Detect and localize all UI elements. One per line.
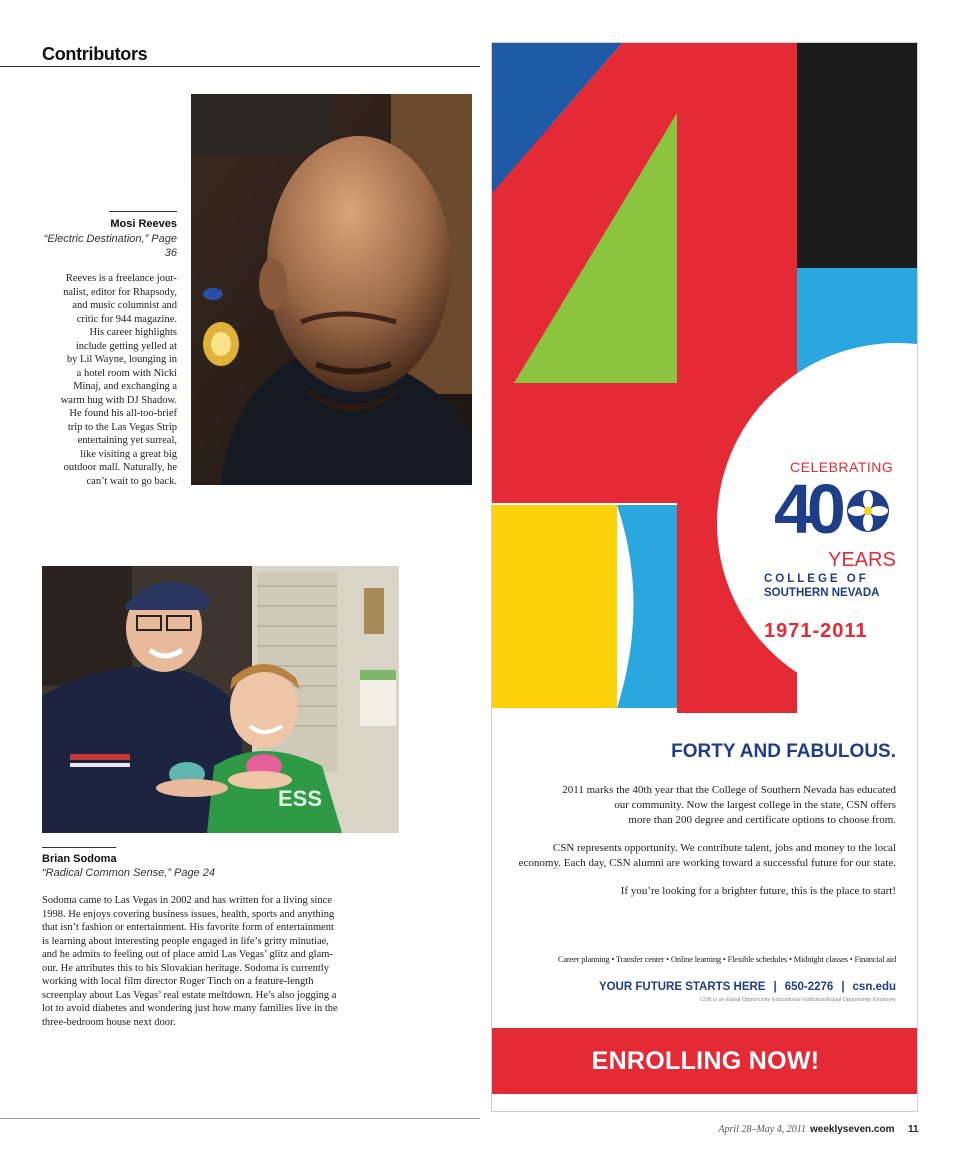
csn-advertisement[interactable] bbox=[491, 42, 918, 1112]
separator: | bbox=[841, 981, 845, 993]
bio-line: our. He attributes this to his Slovakian heritage. Sodoma is currently bbox=[42, 962, 329, 974]
years-label: YEARS bbox=[828, 549, 896, 571]
enrolling-now-banner[interactable]: ENROLLING NOW! bbox=[492, 1028, 918, 1094]
bio-line: that isn’t fashion or entertainment. His favorite form of entertainment bbox=[42, 922, 334, 933]
contributor-credit: “Radical Common Sense,” Page 24 bbox=[42, 867, 216, 879]
bio-line: like visiting a great big bbox=[80, 448, 177, 460]
ad-phone-link[interactable]: 650-2276 bbox=[784, 981, 834, 993]
college-line-1: COLLEGE OF bbox=[764, 573, 869, 585]
forty-numeral: 40 bbox=[774, 470, 840, 548]
section-title: Contributors bbox=[42, 44, 148, 64]
bio-line: trip to the Las Vegas Strip bbox=[67, 421, 177, 433]
bio-line: nalist, editor for Rhapsody, bbox=[63, 286, 177, 298]
bio-line: by Lil Wayne, lounging in bbox=[66, 354, 177, 365]
bio-line: is learning about interesting people engaged in life’s gritty minutiae, bbox=[42, 935, 329, 947]
contributor-photo-reeves bbox=[191, 94, 472, 485]
bio-line: three-bedroom house next door. bbox=[42, 1016, 176, 1028]
ad-body-line: our community. Now the largest college in the state, CSN offers bbox=[614, 799, 896, 811]
college-line-2: SOUTHERN NEVADA bbox=[764, 587, 880, 599]
ad-body-line: economy. Each day, CSN alumni are working toward a successful future for our state. bbox=[518, 857, 896, 869]
contributor-name: Brian Sodoma bbox=[42, 853, 117, 865]
footer-rule bbox=[0, 1118, 480, 1119]
bio-line: can’t wait to go back. bbox=[86, 475, 177, 487]
separator: | bbox=[773, 981, 777, 993]
contributor-bio bbox=[42, 894, 392, 1029]
bio-line: a hotel room with Nicki bbox=[76, 367, 177, 379]
site-url: weeklyseven.com bbox=[810, 1124, 895, 1135]
celebrating-label: CELEBRATING bbox=[790, 459, 894, 475]
ad-body-line: 2011 marks the 40th year that the College of Southern Nevada has educated bbox=[562, 784, 896, 796]
bio-line: He found his all-too-brief bbox=[69, 408, 177, 419]
ad-tagline: YOUR FUTURE STARTS HERE bbox=[598, 981, 766, 993]
bio-divider bbox=[42, 847, 116, 848]
bio-line: warm hug with DJ Shadow. bbox=[60, 394, 177, 406]
bio-line: Reeves is a freelance jour- bbox=[65, 273, 177, 284]
ad-body-paragraph bbox=[502, 783, 896, 828]
anniversary-years: 1971-2011 bbox=[764, 620, 868, 642]
ad-body-paragraph: If you’re looking for a brighter future, this is the place to start! bbox=[620, 885, 896, 897]
bio-line: Sodoma came to Las Vegas in 2002 and has written for a living since bbox=[42, 895, 332, 906]
bio-line: and he admits to feeling out of place amid Las Vegas’ glitz and glam- bbox=[42, 949, 333, 960]
ad-cta-row[interactable] bbox=[502, 981, 896, 993]
contributor-photo-sodoma bbox=[42, 566, 399, 833]
bio-line: critic for 944 magazine. bbox=[76, 313, 177, 325]
issue-date: April 28–May 4, 2011 bbox=[718, 1124, 806, 1135]
bio-line: His career highlights bbox=[89, 327, 177, 338]
bio-divider bbox=[109, 211, 177, 212]
bio-line: lot to avoid diabetes and wondering just how many families live in the bbox=[42, 1003, 338, 1014]
flower-icon bbox=[846, 489, 890, 533]
ad-forty-graphic bbox=[492, 43, 918, 713]
page-number: 11 bbox=[908, 1124, 919, 1135]
bio-line: include getting yelled at bbox=[75, 340, 177, 352]
ad-disclaimer: CSN is an Equal Opportunity Educational Institution/Equal Opportunity Employer bbox=[700, 997, 896, 1003]
ad-body-paragraph bbox=[502, 841, 896, 871]
bio-line: outdoor mall. Naturally, he bbox=[63, 462, 177, 473]
contributor-credit: “Electric Destination,” Page 36 bbox=[43, 233, 177, 259]
bio-line: Minaj, and exchanging a bbox=[73, 381, 177, 392]
ad-url-link[interactable]: csn.edu bbox=[852, 981, 896, 993]
contributor-bio bbox=[40, 272, 177, 488]
ad-services-list: Career planning • Transfer center • Online learning • Flexible schedules • Midnight classes • Financial aid bbox=[557, 954, 896, 964]
bio-line: entertaining yet surreal, bbox=[77, 435, 177, 446]
bio-line: 1998. He enjoys covering business issues, health, sports and anything bbox=[42, 908, 335, 920]
bio-line: and music columnist and bbox=[72, 300, 177, 311]
bio-line: working with local film director Roger Tinch on a feature-length bbox=[42, 976, 314, 987]
ad-body-line: CSN represents opportunity. We contribute talent, jobs and money to the local bbox=[552, 842, 896, 854]
svg-text:ESS: ESS bbox=[278, 786, 323, 811]
contributor-name: Mosi Reeves bbox=[110, 218, 177, 230]
ad-body-line: more than 200 degree and certificate options to choose from. bbox=[628, 814, 896, 826]
ad-headline: FORTY AND FABULOUS. bbox=[671, 741, 896, 762]
bio-line: screenplay about Las Vegas’ real estate meltdown. He’s also jogging a bbox=[42, 989, 337, 1001]
header-rule bbox=[0, 66, 480, 67]
